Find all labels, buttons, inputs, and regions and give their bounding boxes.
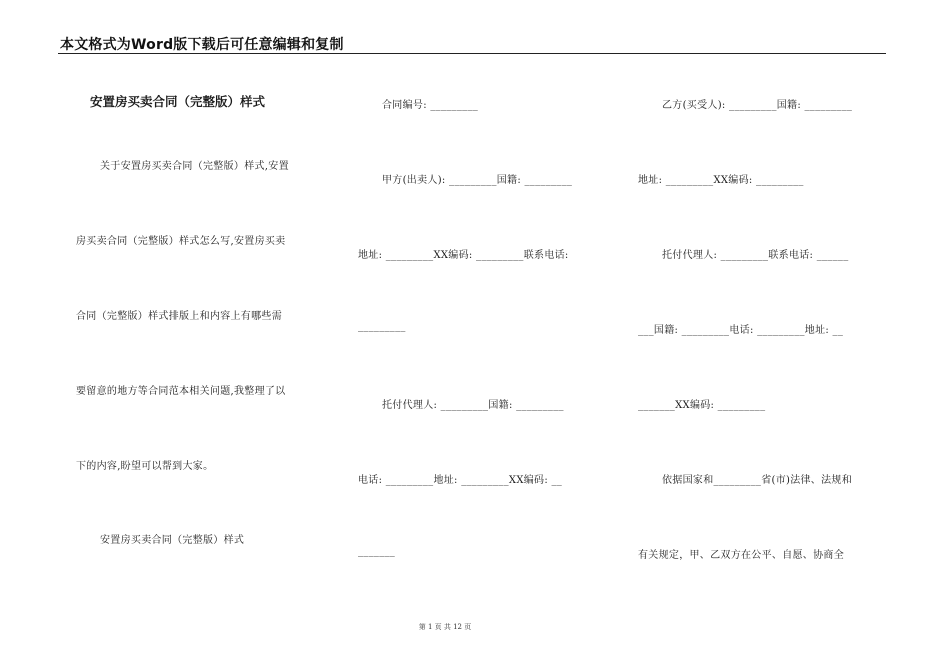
text-column-3 xyxy=(638,0,888,620)
download-notice-banner: 本文格式为Word版下载后可任意编辑和复制 xyxy=(60,37,344,53)
paragraph-line: 下的内容,盼望可以帮到大家。 xyxy=(76,461,214,472)
contract-number-line: 合同编号: _________ xyxy=(382,100,479,111)
seller-agent-line: 托付代理人: _________国籍: _________ xyxy=(382,400,564,411)
paragraph-line: 房买卖合同（完整版）样式怎么写,安置房买卖 xyxy=(76,236,286,247)
seller-agent-contact-line: 电话: _________地址: _________XX编码: __ xyxy=(358,475,563,486)
buyer-line: 乙方(买受人): _________国籍: _________ xyxy=(662,100,853,111)
seller-line: 甲方(出卖人): _________国籍: _________ xyxy=(382,175,573,186)
seller-address-line: 地址: _________XX编码: _________联系电话: xyxy=(358,250,569,261)
paragraph-line: 要留意的地方等合同范本相关问题,我整理了以 xyxy=(76,386,286,397)
legal-basis-line: 有关规定，甲、乙双方在公平、自愿、协商全 xyxy=(638,550,844,561)
seller-agent-postcode-blank: _______ xyxy=(358,546,396,557)
section-heading: 安置房买卖合同（完整版）样式 xyxy=(100,535,245,546)
paragraph-line: 关于安置房买卖合同（完整版）样式,安置 xyxy=(100,161,289,172)
document-title: 安置房买卖合同（完整版）样式 xyxy=(90,94,266,109)
legal-basis-line: 依据国家和_________省(市)法律、法规和 xyxy=(662,475,853,486)
buyer-agent-postcode-line: _______XX编码: _________ xyxy=(638,400,766,411)
page-number: 第 1 页 共 12 页 xyxy=(418,623,472,631)
seller-phone-blank: _________ xyxy=(358,321,406,332)
text-column-2 xyxy=(358,0,608,620)
buyer-agent-details-line: ___国籍: _________电话: _________地址: __ xyxy=(638,325,844,336)
paragraph-line: 合同（完整版）样式排版上和内容上有哪些需 xyxy=(76,311,282,322)
text-column-1 xyxy=(76,0,324,620)
buyer-agent-line: 托付代理人: _________联系电话: ______ xyxy=(662,250,849,261)
buyer-address-line: 地址: _________XX编码: _________ xyxy=(638,175,804,186)
